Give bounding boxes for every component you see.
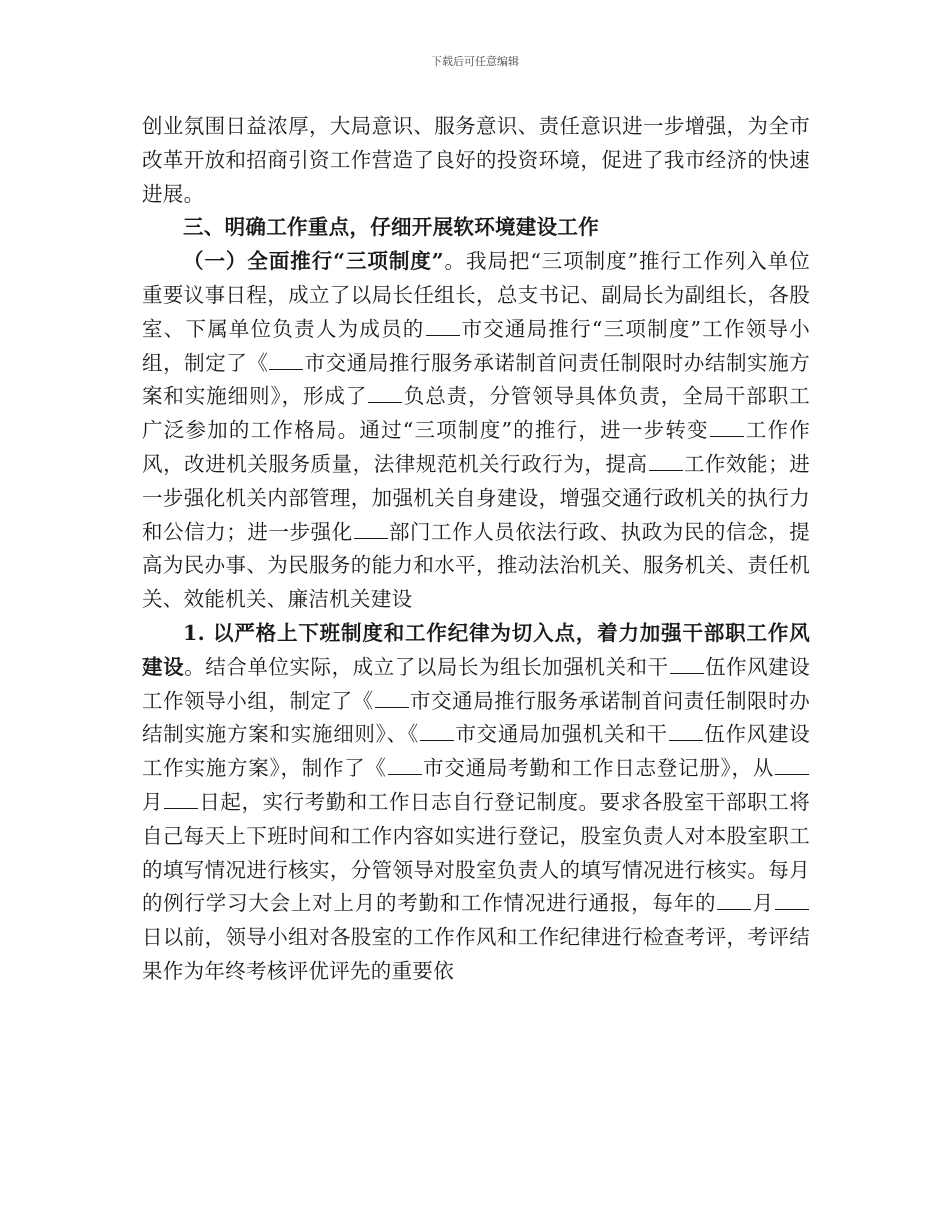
text-run: 市交通局推行服务承诺制首问责任制限时办结制实施方案和实施细则》，形成了 [142,350,810,409]
blank-line [426,319,460,336]
section-heading-3: 三、明确工作重点，仔细开展软环境建设工作 [183,215,599,240]
blank-line [775,758,809,775]
paragraph-1: 创业氛围日益浓厚，大局意识、服务意识、责任意识进一步增强，为全市改革开放和招商引资工作营造了良好的投资环境，促进了我市经济的快速进展。 [142,114,810,206]
blank-line [710,420,744,437]
text-run: 月 [142,789,164,814]
text-run: 市交通局推行服务承诺制首问责任制限时办结制实施方案和实施细则》、《 [142,688,810,747]
text-run: 市交通局考勤和工作日志登记册》，从 [422,756,774,781]
text-run: 市交通局推行“三项制度”工作领导小组，制定了《 [142,316,810,375]
paragraph-3 [142,617,810,989]
text-run: 。结合单位实际，成立了以局长为组长加强机关和干 [184,654,669,679]
page-header: 下载后可任意编辑 [431,55,519,68]
blank-line [420,724,454,741]
paragraph-2 [142,245,810,617]
blank-line [368,386,402,403]
text-run: 工作效能；进一步强化机关内部管理，加强机关自身建设，增强交通行政机关的执行力和公信力；进一步强化 [142,451,810,544]
text-run: 部门工作人员依法行政、执政为民的信念，提高为民办事、为民服务的能力和水平，推动法治机关、服务机关、责任机关、效能机关、廉洁机关建设 [142,519,811,612]
blank-line [670,657,704,674]
subheading-three-systems: （一）全面推行“三项制度” [183,249,444,274]
document-body [142,110,810,989]
blank-line [669,724,703,741]
blank-line [164,792,198,809]
blank-line [775,893,809,910]
blank-line [717,893,751,910]
blank-line [354,522,388,539]
text-run: 伍作风建设工作领导小组，制定了《 [142,654,811,713]
blank-line [649,454,683,471]
text-run: 工作作风，改进机关服务质量，法律规范机关行政行为，提高 [142,418,810,476]
blank-line [375,691,409,708]
subheading-work-style: 1. 以严格上下班制度和工作纪律为切入点，着力加强干部职工作风建设 [142,620,810,679]
text-run: 。我局把“三项制度”推行工作列入单位重要议事日程，成立了以局长任组长，总支书记、副局长为副组长，各股室、下属单位负责人为成员的 [142,249,811,341]
text-run: 月 [752,891,774,916]
text-run: 负总责，分管领导具体负责，全局干部职工广泛参加的工作格局。通过“三项制度”的推行，进一步转变 [142,384,810,443]
blank-line [388,758,422,775]
text-run: 日起，实行考勤和工作日志自行登记制度。要求各股室干部职工将自己每天上下班时间和工作内容如实进行登记，股室负责人对本股室职工的填写情况进行核实，分管领导对股室负责人的填写情况进行核实。每月的例行学习大会上对上月的考勤和工作情况进行通报，每年的 [142,789,810,916]
text-run: 伍作风建设工作实施方案》，制作了《 [142,722,810,781]
text-run: 市交通局加强机关和干 [454,722,668,747]
blank-line [269,353,303,370]
text-run: 日以前，领导小组对各股室的工作作风和工作纪律进行检查考评，考评结果作为年终考核评优评先的重要依 [142,925,810,983]
